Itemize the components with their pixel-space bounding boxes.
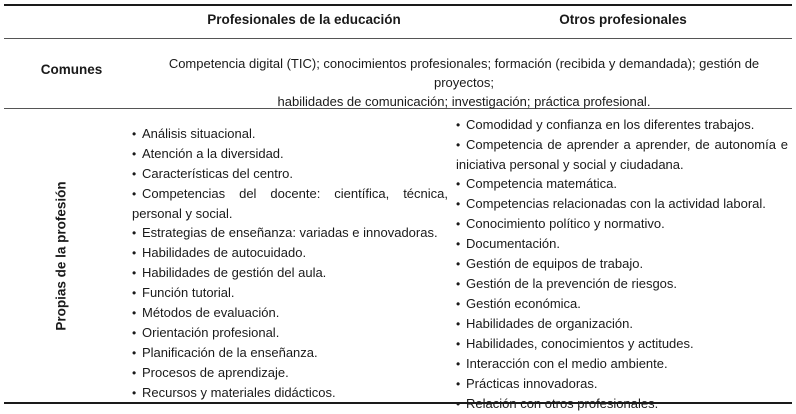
table-top-rule bbox=[4, 4, 792, 6]
list-item bbox=[456, 354, 788, 374]
bullet-icon: • bbox=[132, 167, 137, 181]
list-item bbox=[132, 383, 448, 403]
list-item-text: Documentación. bbox=[466, 236, 560, 251]
list-item-text: Orientación profesional. bbox=[142, 325, 280, 340]
bullet-icon: • bbox=[456, 337, 461, 351]
list-item bbox=[132, 164, 448, 184]
list-item bbox=[456, 174, 788, 194]
list-item bbox=[132, 343, 448, 363]
list-item bbox=[132, 124, 448, 144]
list-item-text: Interacción con el medio ambiente. bbox=[466, 356, 668, 371]
row-label-comunes: Comunes bbox=[40, 62, 103, 77]
list-item bbox=[456, 214, 788, 234]
bullet-icon: • bbox=[456, 217, 461, 231]
list-item bbox=[132, 263, 448, 283]
list-item bbox=[456, 394, 788, 414]
list-item-text: Función tutorial. bbox=[142, 285, 235, 300]
bullet-icon: • bbox=[456, 257, 461, 271]
comunes-line-2: habilidades de comunicación; investigación; práctica profesional. bbox=[277, 94, 651, 109]
list-item-text: Gestión de la prevención de riesgos. bbox=[466, 276, 678, 291]
list-item-text: Habilidades de organización. bbox=[466, 316, 633, 331]
bullet-icon: • bbox=[456, 237, 461, 251]
list-otros bbox=[456, 115, 788, 414]
header-separator-rule bbox=[4, 38, 792, 39]
bullet-icon: • bbox=[456, 297, 461, 311]
list-item-text: Gestión de equipos de trabajo. bbox=[466, 256, 644, 271]
competencias-table bbox=[4, 4, 792, 411]
bullet-icon: • bbox=[132, 326, 137, 340]
list-item bbox=[132, 323, 448, 343]
comunes-line-1: Competencia digital (TIC); conocimientos profesionales; formación (recibida y demandada); gestión de proyectos; bbox=[168, 56, 760, 90]
comunes-text bbox=[154, 54, 774, 111]
bullet-icon: • bbox=[456, 118, 461, 132]
list-item bbox=[456, 334, 788, 354]
list-item-text: Estrategias de enseñanza: variadas e innovadoras. bbox=[142, 225, 438, 240]
list-item-text: Competencias relacionadas con la actividad laboral. bbox=[466, 196, 766, 211]
bullet-icon: • bbox=[456, 317, 461, 331]
list-item-text: Competencia matemática. bbox=[466, 176, 618, 191]
list-item-text: Conocimiento político y normativo. bbox=[466, 216, 665, 231]
row-label-propias-text: Propias de la profesión bbox=[53, 181, 69, 331]
list-item-text: Habilidades, conocimientos y actitudes. bbox=[466, 336, 694, 351]
bullet-icon: • bbox=[132, 266, 137, 280]
bullet-icon: • bbox=[132, 246, 137, 260]
list-item bbox=[456, 135, 788, 174]
list-item bbox=[456, 314, 788, 334]
list-item-text: Análisis situacional. bbox=[142, 126, 256, 141]
list-item-text: Habilidades de autocuidado. bbox=[142, 245, 307, 260]
list-item-text: Características del centro. bbox=[142, 166, 294, 181]
bullet-icon: • bbox=[132, 386, 137, 400]
list-educacion bbox=[132, 124, 448, 403]
list-item bbox=[456, 274, 788, 294]
list-item-text: Planificación de la enseñanza. bbox=[142, 345, 318, 360]
list-item bbox=[132, 223, 448, 243]
list-item-text: Competencia de aprender a aprender, de autonomía e iniciativa personal y social y ciudadana. bbox=[456, 137, 788, 172]
bullet-icon: • bbox=[132, 147, 137, 161]
list-item bbox=[132, 184, 448, 223]
bullet-icon: • bbox=[456, 357, 461, 371]
list-item-text: Atención a la diversidad. bbox=[142, 146, 284, 161]
list-item bbox=[456, 294, 788, 314]
list-item bbox=[132, 283, 448, 303]
list-item bbox=[456, 194, 788, 214]
list-item-text: Procesos de aprendizaje. bbox=[142, 365, 289, 380]
list-item-text: Relación con otros profesionales. bbox=[466, 396, 659, 411]
column-header-otros: Otros profesionales bbox=[559, 12, 687, 27]
bullet-icon: • bbox=[132, 187, 137, 201]
bullet-icon: • bbox=[132, 346, 137, 360]
bullet-icon: • bbox=[456, 277, 461, 291]
bullet-icon: • bbox=[132, 366, 137, 380]
list-item bbox=[456, 254, 788, 274]
list-item-text: Prácticas innovadoras. bbox=[466, 376, 598, 391]
bullet-icon: • bbox=[456, 377, 461, 391]
list-item bbox=[132, 243, 448, 263]
list-item bbox=[132, 363, 448, 383]
list-item bbox=[132, 144, 448, 164]
list-item-text: Habilidades de gestión del aula. bbox=[142, 265, 327, 280]
bullet-icon: • bbox=[456, 138, 461, 152]
list-item bbox=[456, 115, 788, 135]
bullet-icon: • bbox=[456, 177, 461, 191]
list-item bbox=[456, 374, 788, 394]
list-item-text: Competencias del docente: científica, técnica, personal y social. bbox=[132, 186, 448, 221]
bullet-icon: • bbox=[132, 226, 137, 240]
bullet-icon: • bbox=[132, 306, 137, 320]
bullet-icon: • bbox=[132, 286, 137, 300]
list-item bbox=[132, 303, 448, 323]
list-item bbox=[456, 234, 788, 254]
list-item-text: Recursos y materiales didácticos. bbox=[142, 385, 336, 400]
bullet-icon: • bbox=[132, 127, 137, 141]
bullet-icon: • bbox=[456, 197, 461, 211]
list-item-text: Métodos de evaluación. bbox=[142, 305, 280, 320]
list-item-text: Gestión económica. bbox=[466, 296, 581, 311]
bullet-icon: • bbox=[456, 397, 461, 411]
list-item-text: Comodidad y confianza en los diferentes trabajos. bbox=[466, 117, 755, 132]
column-header-educacion: Profesionales de la educación bbox=[207, 12, 401, 27]
